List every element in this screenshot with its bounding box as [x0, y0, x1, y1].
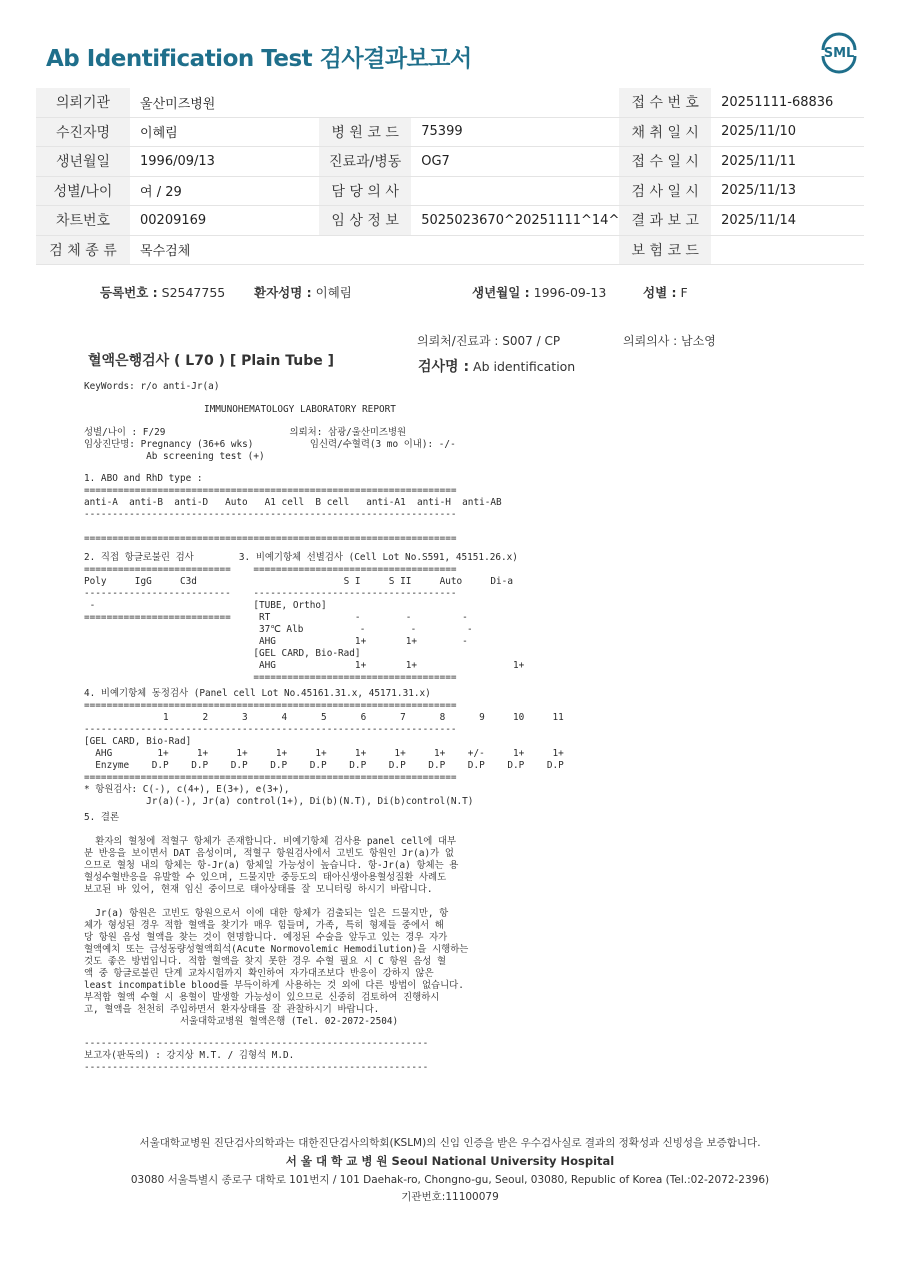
value-insurance: [711, 235, 864, 265]
dob-value: 1996-09-13: [533, 285, 607, 300]
logo-text: SML: [823, 46, 855, 61]
abo-rhd-block: 1. ABO and RhD type : ================================================================== anti-A anti-B anti-D Auto A1 cell B cell anti-A1 anti-H anti-AB ------------------------------------------------------------------ ==================================================================: [84, 473, 502, 544]
value-dept: OG7: [411, 147, 619, 177]
label-reported: 결 과 보 고: [619, 206, 711, 236]
label-specimen: 검 체 종 류: [36, 235, 130, 265]
sex-label: 성별 :: [643, 285, 677, 300]
value-hospital-code: 75399: [411, 117, 619, 147]
label-institution: 의뢰기관: [36, 88, 130, 117]
value-sex-age: 여 / 29: [130, 176, 319, 206]
exam-name: Ab identification: [473, 359, 576, 374]
exam-name-line: [418, 356, 575, 376]
reg-value: S2547755: [161, 285, 226, 300]
dat-screen-block: 2. 직접 항글로불린 검사 3. 비예기항체 선별검사 (Cell Lot No.S591, 45151.26.x) ========================== ==================================== Poly IgG C3d S I S II Auto Di-a -------------------------- ------------------------------------ - [TUBE, Ortho] ========================== RT - - - 37℃ Alb - - - AHG 1+ 1+ - [GEL CARD, Bio-Rad] AHG 1+ 1+ 1+ ====================================: [84, 552, 525, 683]
panel-block: 4. 비예기항체 동정검사 (Panel cell Lot No.45161.31.x, 45171.31.x) ================================================================== 1 2 3 4 5 6 7 8 9 10 11 ------------------------------------------------------------------ [GEL CARD, Bio-Rad] AHG 1+ 1+ 1+ 1+ 1+ 1+ 1+ 1+ +/- 1+ 1+ Enzyme D.P D.P D.P D.P D.P D.P D.P D.P D.P D.P D.P ================================================================== * 항원검사: C(-), c(4+), E(3+), e(3+), Jr(a)(-), Jr(a) control(1+), Di(b)(N.T), Di(b)control(N.T): [84, 688, 564, 807]
lab-report-title: IMMUNOHEMATOLOGY LABORATORY REPORT: [204, 404, 396, 415]
header-row: [36, 206, 864, 236]
dept-line: 의뢰처/진료과 : S007 / CP: [417, 334, 561, 348]
reporter-block: ------------------------------------------------------------- 보고자(판독의) : 강지상 M.T. / 김형석 M.D. -------------------------------------------------------------: [84, 1038, 429, 1073]
exam-name-label: 검사명 :: [418, 359, 470, 375]
label-sex-age: 성별/나이: [36, 176, 130, 206]
header-row: [36, 117, 864, 147]
label-tested: 검 사 일 시: [619, 176, 711, 206]
header-row: [36, 147, 864, 177]
header-row: [36, 176, 864, 206]
reg-label: 등록번호 :: [100, 285, 158, 300]
bloodbank-line: 서울대학교병원 혈액은행 (Tel. 02-2072-2504): [180, 1016, 399, 1027]
footer-address: 03080 서울특별시 종로구 대학로 101번지 / 101 Daehak-ro, Chongno-gu, Seoul, 03080, Republic of Korea (Tel.:02-2072-2396): [130, 1174, 770, 1186]
patient-info-block: 성별/나이 : F/29 의뢰처: 삼광/울산미즈병원 임상진단명: Pregnancy (36+6 wks) 임신력/수혈력(3 mo 이내): -/- Ab screening test (+): [84, 427, 456, 462]
header-row: [36, 88, 864, 117]
footer-hospital: 서 울 대 학 교 병 원 Seoul National University Hospital: [285, 1154, 615, 1168]
keywords: KeyWords: r/o anti-Jr(a): [84, 381, 220, 392]
value-dob: 1996/09/13: [130, 147, 319, 177]
header-table: [36, 88, 864, 265]
patient-bar-sex: [643, 283, 688, 301]
label-clinical: 임 상 정 보: [319, 206, 411, 236]
value-chart: 00209169: [130, 206, 319, 236]
name-value: 이혜림: [315, 285, 352, 300]
value-collected: 2025/11/10: [711, 117, 864, 147]
footer-certification: 서울대학교병원 진단검사의학과는 대한진단검사의학회(KSLM)의 신임 인증을 받은 우수검사실로 결과의 정확성과 신빙성을 보증합니다.: [139, 1137, 761, 1149]
label-received: 접 수 일 시: [619, 147, 711, 177]
report-title: Ab Identification Test 검사결과보고서: [46, 46, 472, 72]
value-accession: 20251111-68836: [711, 88, 864, 117]
label-hospital-code: 병 원 코 드: [319, 117, 411, 147]
label-accession: 접 수 번 호: [619, 88, 711, 117]
label-dept: 진료과/병동: [319, 147, 411, 177]
value-tested: 2025/11/13: [711, 176, 864, 206]
value-reported: 2025/11/14: [711, 206, 864, 236]
name-label: 환자성명 :: [254, 285, 312, 300]
doctor-line: 의뢰의사 : 남소영: [623, 334, 716, 348]
patient-bar-reg: [100, 283, 225, 301]
label-collected: 채 취 일 시: [619, 117, 711, 147]
label-dob: 생년월일: [36, 147, 130, 177]
value-doctor: [411, 176, 619, 206]
value-patient: 이혜림: [130, 117, 319, 147]
exam-title: 혈액은행검사 ( L70 ) [ Plain Tube ]: [88, 353, 335, 369]
value-institution: 울산미즈병원: [130, 88, 619, 117]
label-chart: 차트번호: [36, 206, 130, 236]
label-doctor: 담 당 의 사: [319, 176, 411, 206]
patient-bar-dob: [472, 283, 606, 301]
label-insurance: 보 험 코 드: [619, 235, 711, 265]
dob-label: 생년월일 :: [472, 285, 530, 300]
label-patient: 수진자명: [36, 117, 130, 147]
value-specimen: 목수검체: [130, 235, 619, 265]
value-clinical: 5025023670^20251111^14^: [411, 206, 619, 236]
patient-bar-name: [254, 283, 352, 301]
header-row: [36, 235, 864, 265]
footer-institution-no: 기관번호:11100079: [401, 1191, 499, 1203]
conclusion-block: 5. 결론 환자의 혈청에 적혈구 항체가 존재합니다. 비예기항체 검사용 panel cell에 대부 분 반응을 보이면서 DAT 음성이며, 적혈구 항원검사에서 고빈도 항원인 Jr(a)가 없 으므로 혈청 내의 항체는 항-Jr(a) 항체일 가능성이 높습니다. 항-Jr(a) 항체는 용 혈성수혈반응을 유발할 수 있으며, 드물지만 중등도의 태아신생아용혈성질환 사례도 보고된 바 있어, 현재 임신 중이므로 태아상태를 잘 모니터링 하시기 바랍니다. Jr(a) 항원은 고빈도 항원으로서 이에 대한 항체가 검출되는 일은 드물지만, 항 체가 형성된 경우 적합 혈액을 찾기가 매우 힘들며, 가족, 특히 형제들 중에서 해 당 항원 음성 혈액을 찾는 것이 현명합니다. 예정된 수술을 앞두고 있는 경우 자가 혈액예치 또는 급성동량성혈액희석(Acute Normovolemic Hemodilution)을 시행하는 것도 좋은 방법입니다. 적합 혈액을 찾지 못한 경우 수혈 필요 시 C 항원 음성 혈 액 중 항글로불린 단계 교차시험까지 확인하여 자가대조보다 반응이 강하지 않은 least incompatible blood를 부득이하게 사용하는 것 외에 다른 방법이 없습니다. 부적합 혈액 수혈 시 용혈이 발생할 가능성이 있으므로 신중히 검토하여 진행하시 고, 혈액을 천천히 주입하면서 환자상태를 잘 관찰하시기 바랍니다.: [84, 812, 469, 1015]
value-received: 2025/11/11: [711, 147, 864, 177]
sex-value: F: [680, 285, 688, 300]
sml-logo: [818, 30, 860, 74]
